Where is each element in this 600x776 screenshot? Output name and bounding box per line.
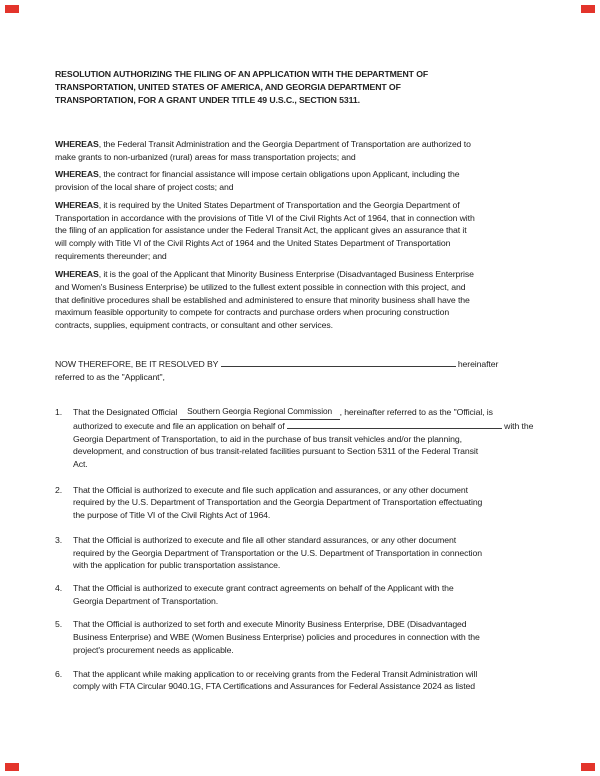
numbered-item-4 [55,582,560,607]
item-text: authorized to execute and file an application on behalf of [73,420,287,431]
numbered-item-1 [55,406,560,471]
whereas-label: WHEREAS [55,139,99,149]
item-text: with the [501,420,534,431]
item-text: Georgia Department of Transportation. [73,595,219,606]
title-line: TRANSPORTATION, UNITED STATES OF AMERICA, AND GEORGIA DEPARTMENT OF [55,82,401,92]
item-text: the purpose of Title VI of the Civil Rights Act of 1964. [73,510,271,521]
paragraph-text: requirements thereunder; and [55,250,167,261]
paragraph-text: the filing of an application for assistance under the Federal Transit Act, the applicant gives an assurance that it [55,225,467,236]
item-text: Business Enterprise) and WBE (Women Business Enterprise) policies and procedures in connection with the [73,632,480,643]
paragraph-text: provision of the local share of project costs; and [55,182,234,193]
item-text: Georgia Department of Transportation, to aid in the purchase of bus transit vehicles and/or the planning, [73,433,462,444]
paragraph-text: , the Federal Transit Administration and the Georgia Department of Transportation are authorized to [98,139,471,149]
item-text: required by the U.S. Department of Transportation and the Georgia Department of Transportation effectuating [73,497,483,508]
item-text: project's procurement needs as applicable. [73,644,234,655]
item-text: Act. [73,459,88,470]
resolved-clause [55,358,560,383]
document-page [55,68,560,693]
resolved-text: hereinafter [455,358,499,369]
item-text: That the Designated Official [73,407,180,418]
item-text: , hereinafter referred to as the "Official, is [339,407,493,418]
corner-marker-bottom-right [581,763,595,771]
item-number: 2. [55,484,63,495]
item-text: development, and construction of bus transit-related facilities pursuant to Section 5311 of the Federal Transit [73,446,479,457]
paragraph-text: maximum feasible opportunity to compete for contracts and purchase orders when procuring construction [55,307,450,318]
numbered-item-6 [55,668,560,693]
whereas-label: WHEREAS [55,169,99,180]
on-behalf-of-blank[interactable] [287,420,502,429]
item-text: That the applicant while making application to or receiving grants from the Federal Transit Administration will [73,668,478,679]
item-text: That the Official is authorized to set forth and execute Minority Business Enterprise, DBE (Disadvantaged [73,619,467,630]
whereas-paragraph-3 [55,199,560,263]
item-text: with the application for public transportation assistance. [73,560,281,571]
whereas-paragraph-4 [55,268,560,332]
numbered-item-3 [55,534,560,572]
applicant-name-blank[interactable] [221,358,456,367]
title-line: RESOLUTION AUTHORIZING THE FILING OF AN APPLICATION WITH THE DEPARTMENT OF [55,69,429,79]
paragraph-text: , the contract for financial assistance will impose certain obligations upon Applicant, including the [98,169,460,180]
resolved-text: NOW THEREFORE, BE IT RESOLVED BY [55,358,221,369]
paragraph-text: make grants to non-urbanized (rural) areas for mass transportation projects; and [55,151,356,162]
paragraph-text: and Women's Business Enterprise) be utilized to the fullest extent possible in connection with this project, and [55,282,466,293]
numbered-item-5 [55,618,560,656]
corner-marker-top-left [5,5,19,13]
item-text: comply with FTA Circular 9040.1G, FTA Certifications and Assurances for Federal Assistance 2024 as listed [73,681,476,692]
whereas-label: WHEREAS [55,269,99,280]
paragraph-text: Transportation in accordance with the provisions of Title VI of the Civil Rights Act of 1964, that in connection with [55,212,475,223]
paragraph-text: , it is the goal of the Applicant that Minority Business Enterprise (Disadvantaged Business Enterprise [98,269,474,280]
item-text: That the Official is authorized to execute and file such application and assurances, or any other document [73,484,468,495]
whereas-paragraph-1 [55,138,560,163]
resolution-title [55,68,560,107]
paragraph-text: , it is required by the United States Department of Transportation and the Georgia Department of [98,199,460,210]
item-text: required by the Georgia Department of Transportation or the U.S. Department of Transportation in connection [73,547,482,558]
item-text: That the Official is authorized to execute and file all other standard assurances, or any other document [73,534,457,545]
item-number: 5. [55,619,63,630]
designated-official-field[interactable] [180,406,340,420]
paragraph-text: that definitive procedures shall be established and administered to ensure that minority business shall have the [55,294,470,305]
item-number: 6. [55,668,63,679]
resolved-text: referred to as the "Applicant", [55,371,165,382]
title-line: TRANSPORTATION, FOR A GRANT UNDER TITLE 49 U.S.C., SECTION 5311. [55,95,360,105]
item-text: That the Official is authorized to execute grant contract agreements on behalf of the Applicant with the [73,582,454,593]
paragraph-text: contracts, supplies, equipment contracts, or consultant and other services. [55,320,333,331]
paragraph-text: will comply with Title VI of the Civil Rights Act of 1964 and the United States Department of Transportation [55,237,451,248]
whereas-paragraph-2 [55,168,560,193]
corner-marker-top-right [581,5,595,13]
corner-marker-bottom-left [5,763,19,771]
item-number: 3. [55,534,63,545]
item-number: 1. [55,407,63,418]
item-number: 4. [55,582,63,593]
designated-official-value: Southern Georgia Regional Commission [187,405,333,416]
whereas-label: WHEREAS [55,199,99,210]
numbered-item-2 [55,484,560,522]
